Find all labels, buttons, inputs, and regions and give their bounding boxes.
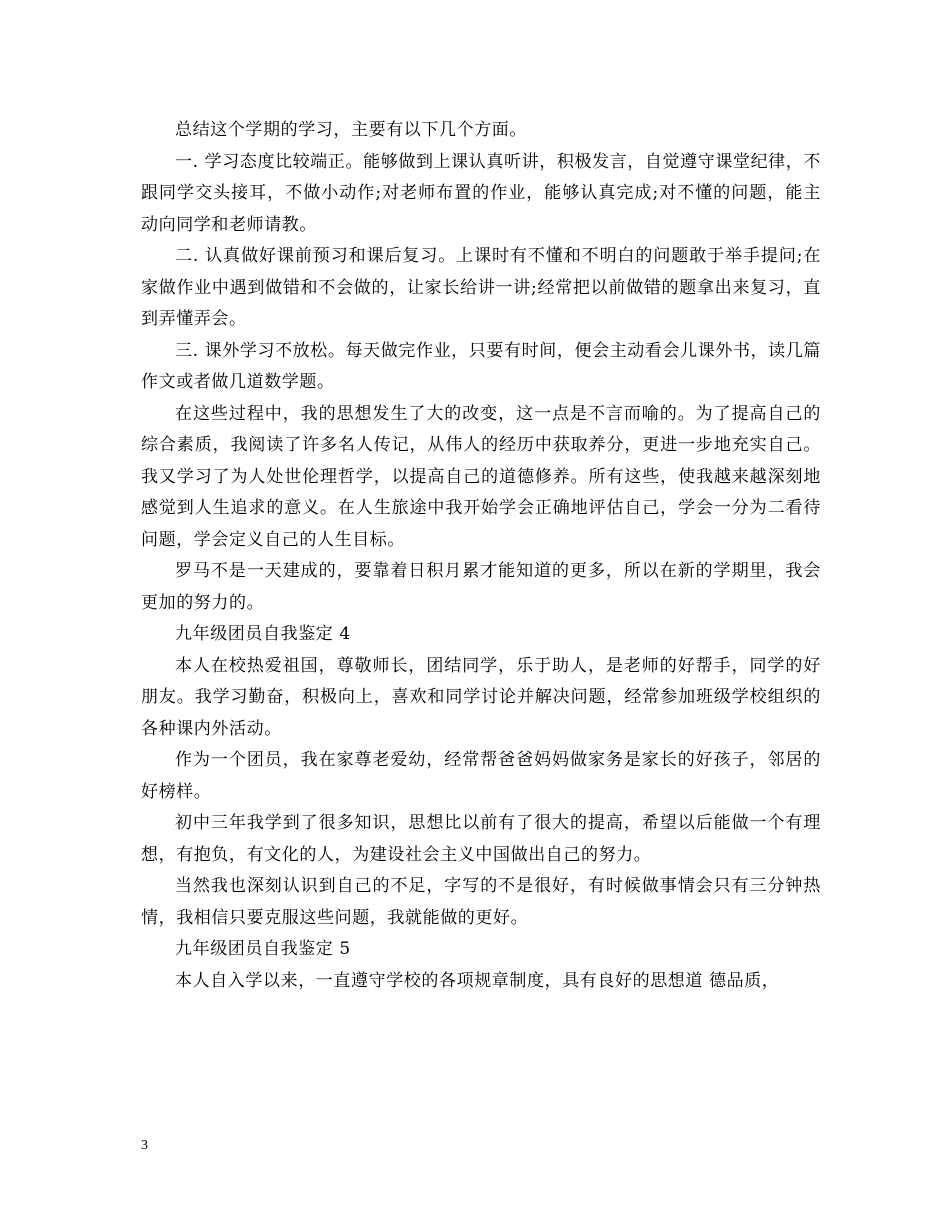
- paragraph-point-three: 三. 课外学习不放松。每天做完作业，只要有时间，便会主动看会儿课外书，读几篇作文或者做几道数学题。: [141, 340, 821, 392]
- document-body: [141, 115, 821, 997]
- paragraph-three-years: 初中三年我学到了很多知识，思想比以前有了很大的提高，希望以后能做一个有理想，有抱负，有文化的人，为建设社会主义中国做出自己的努力。: [141, 813, 821, 865]
- paragraph-point-one: 一. 学习态度比较端正。能够做到上课认真听讲，积极发言，自觉遵守课堂纪律，不跟同学交头接耳，不做小动作;对老师布置的作业，能够认真完成;对不懂的问题，能主动向同学和老师请教。: [141, 151, 821, 235]
- paragraph-home-conduct: 作为一个团员，我在家尊老爱幼，经常帮爸爸妈妈做家务是家长的好孩子，邻居的好榜样。: [141, 750, 821, 802]
- page-number: 3: [141, 1138, 148, 1153]
- paragraph-conclusion: 罗马不是一天建成的，要靠着日积月累才能知道的更多，所以在新的学期里，我会更加的努力的。: [141, 561, 821, 613]
- paragraph-point-two: 二. 认真做好课前预习和课后复习。上课时有不懂和不明白的问题敢于举手提问;在家做作业中遇到做错和不会做的，让家长给讲一讲;经常把以前做错的题拿出来复习，直到弄懂弄会。: [141, 246, 821, 329]
- paragraph-school-conduct: 本人在校热爱祖国，尊敬师长，团结同学，乐于助人，是老师的好帮手，同学的好朋友。我学习勤奋，积极向上，喜欢和同学讨论并解决问题，经常参加班级学校组织的各种课内外活动。: [141, 655, 821, 739]
- paragraph-since-enrollment: 本人自入学以来，一直遵守学校的各项规章制度，具有良好的思想道 德品质，: [175, 970, 780, 991]
- section-heading-5: 九年级团员自我鉴定 5: [175, 939, 351, 959]
- paragraph-shortcomings: 当然我也深刻认识到自己的不足，字写的不是很好，有时候做事情会只有三分钟热情，我相信只要克服这些问题，我就能做的更好。: [141, 876, 821, 928]
- paragraph-summary-intro: 总结这个学期的学习，主要有以下几个方面。: [175, 120, 527, 140]
- section-heading-4: 九年级团员自我鉴定 4: [175, 624, 351, 644]
- paragraph-reflection: 在这些过程中，我的思想发生了大的改变，这一点是不言而喻的。为了提高自己的综合素质，我阅读了许多名人传记，从伟人的经历中获取养分，更进一步地充实自己。我又学习了为人处世伦理哲学，以提高自己的道德修养。所有这些，使我越来越深刻地感觉到人生追求的意义。在人生旅途中我开始学会正确地评估自己，学会一分为二看待问题，学会定义自己的人生目标。: [141, 403, 821, 550]
